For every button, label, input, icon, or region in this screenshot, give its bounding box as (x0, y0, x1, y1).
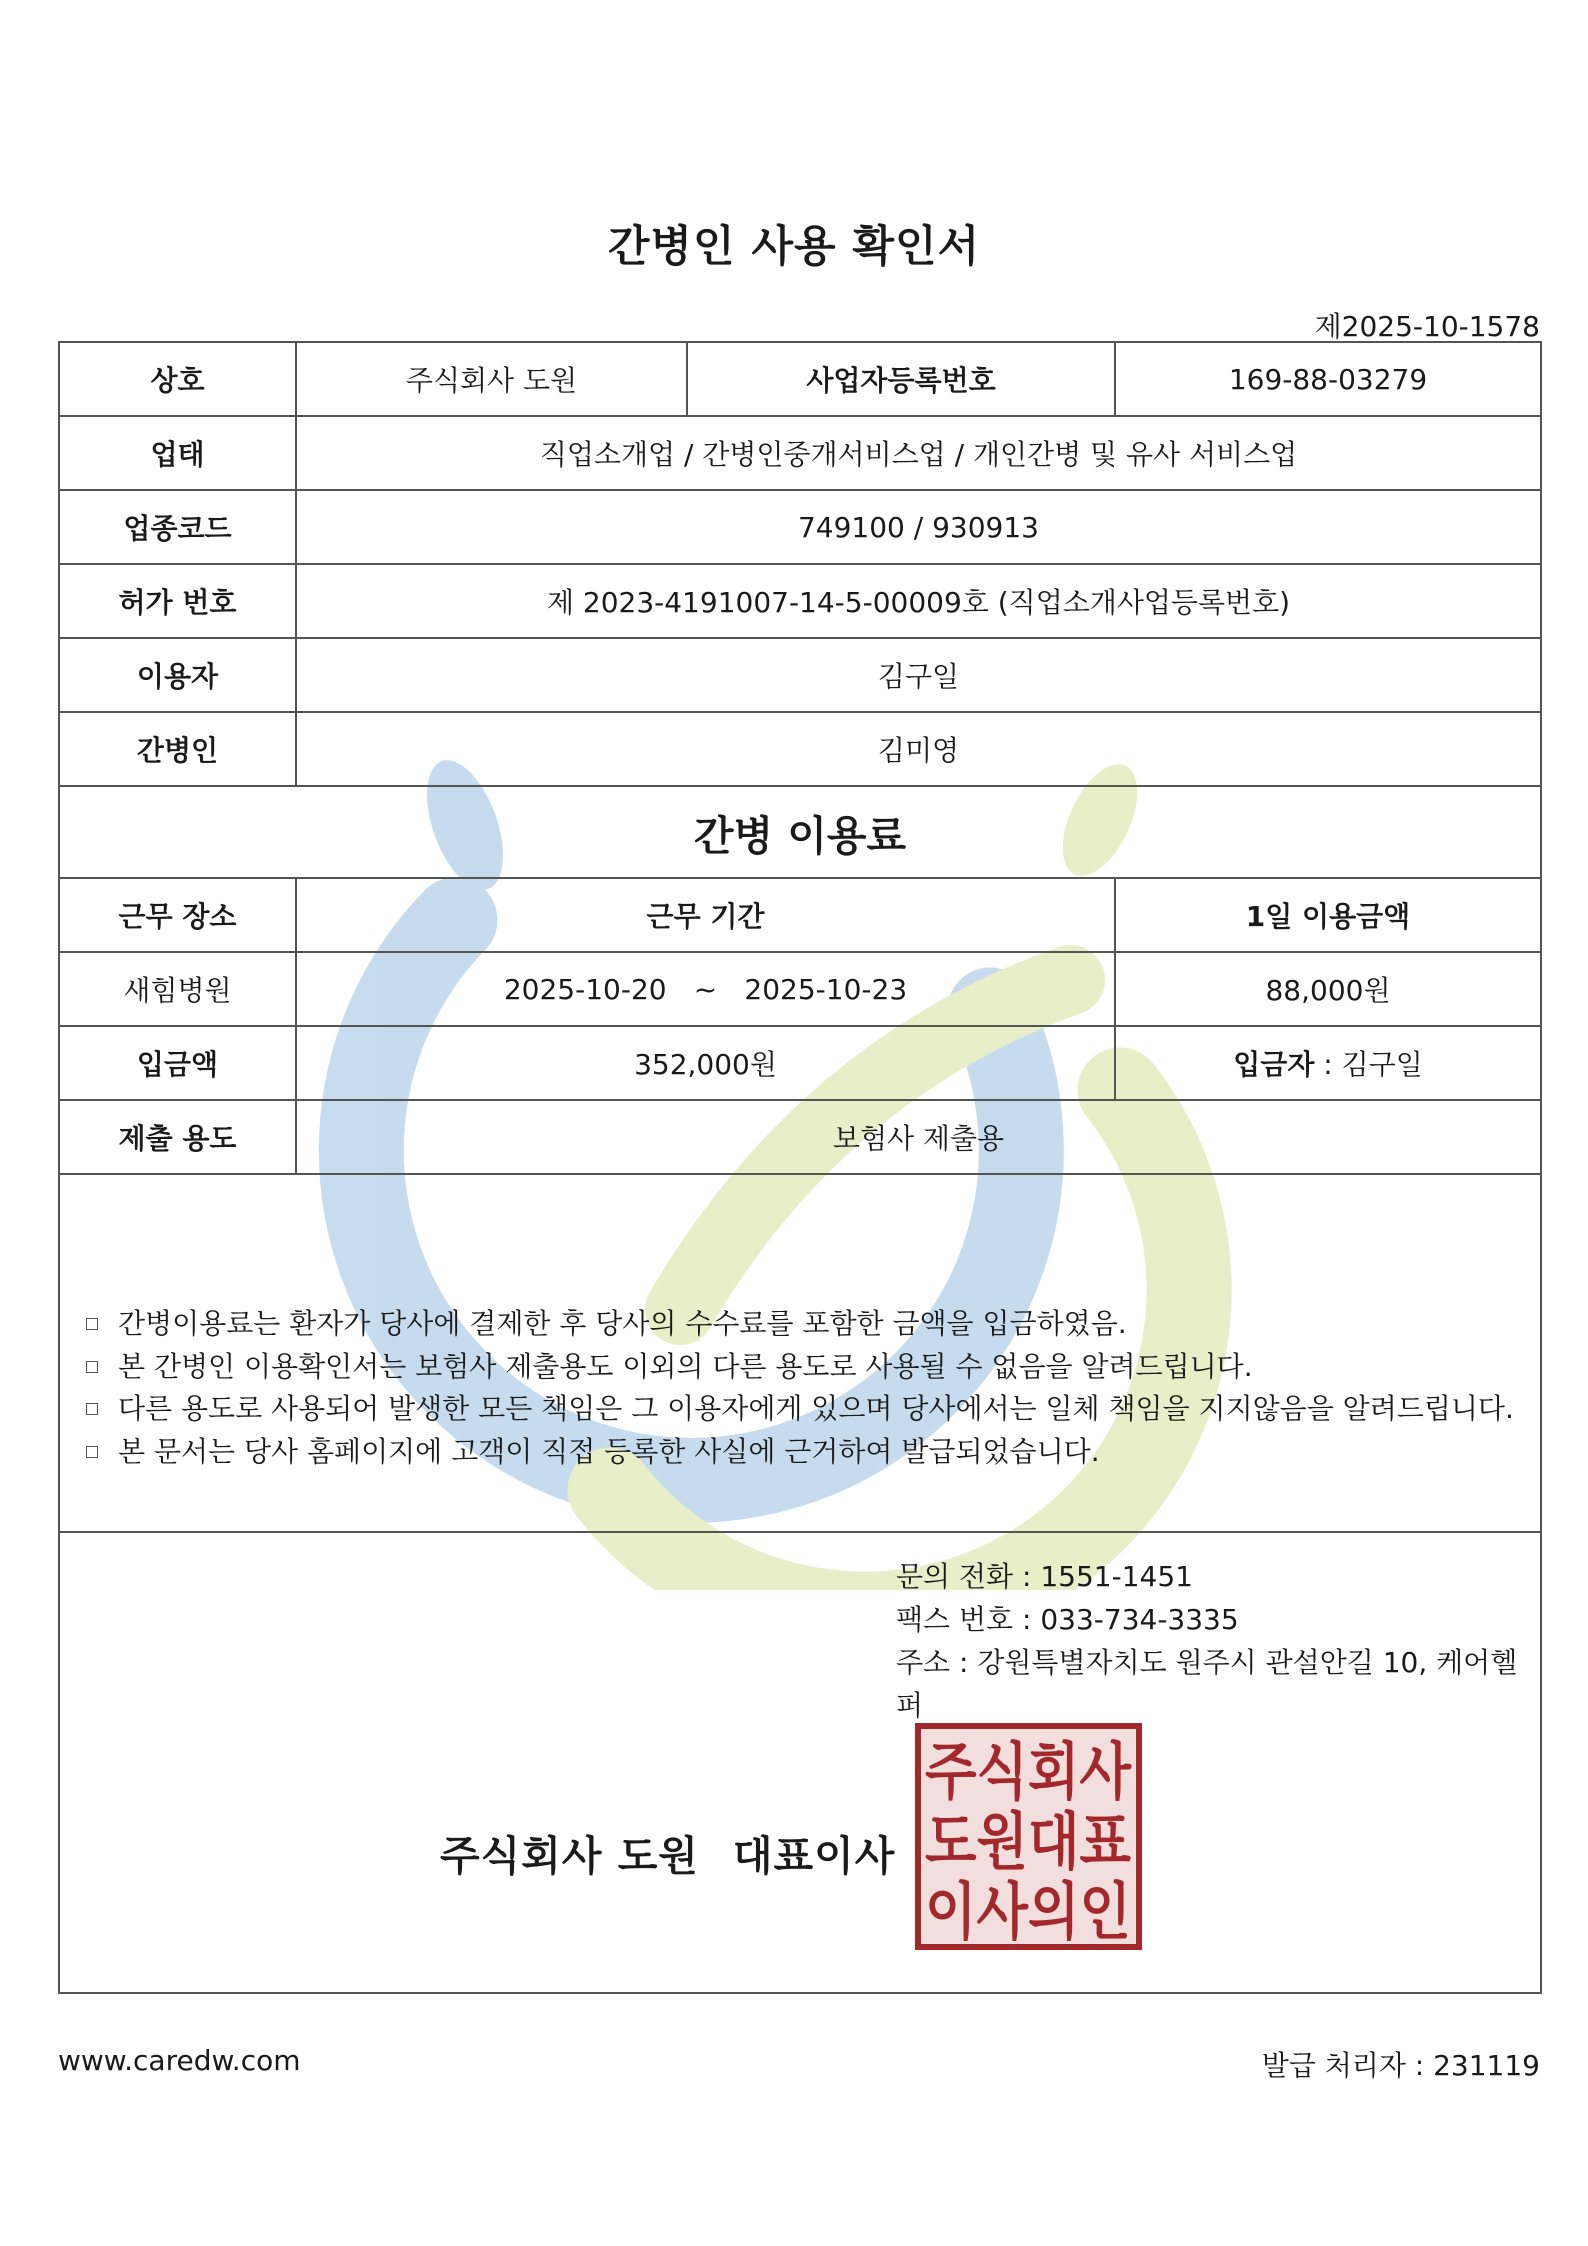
square-bullet-icon (86, 1361, 98, 1373)
row-business-type (59, 416, 1541, 490)
row-industry-code (59, 490, 1541, 564)
document-number: 제2025-10-1578 (1314, 310, 1540, 343)
row-notes (59, 1174, 1541, 1532)
depositor-value: 김구일 (1341, 1048, 1423, 1081)
issuer-id: 발급 처리자 : 231119 (1261, 2049, 1540, 2082)
notes-list (82, 1303, 1540, 1473)
row-fee-headers (59, 878, 1541, 952)
row-user (59, 638, 1541, 712)
row-deposit (59, 1026, 1541, 1100)
svg-text:이사의인: 이사의인 (925, 1875, 1131, 1948)
signature-title: 대표이사 (732, 1832, 896, 1880)
square-bullet-icon (86, 1318, 98, 1330)
work-period-label: 근무 기간 (296, 878, 1115, 952)
note-item (82, 1303, 1540, 1346)
row-company-name (59, 342, 1541, 416)
row-fee-values (59, 952, 1541, 1026)
deposit-value: 352,000원 (296, 1026, 1115, 1100)
note-text: 본 문서는 당사 홈페이지에 고객이 직접 등록한 사실에 근거하여 발급되었습니다. (118, 1434, 1100, 1468)
row-footer (59, 1532, 1541, 1993)
reg-number-value: 169-88-03279 (1115, 342, 1541, 416)
business-type-label: 업태 (59, 416, 296, 490)
depositor-label: 입금자 (1233, 1048, 1315, 1081)
reg-number-label: 사업자등록번호 (687, 342, 1115, 416)
work-place-label: 근무 장소 (59, 878, 296, 952)
signature-company: 주식회사 도원 (440, 1832, 699, 1880)
svg-text:도원대표: 도원대표 (925, 1805, 1132, 1878)
depositor-separator: : (1314, 1048, 1342, 1081)
work-place-value: 새힘병원 (59, 952, 296, 1026)
work-period-value (296, 952, 1115, 1026)
row-purpose (59, 1100, 1541, 1174)
industry-code-label: 업종코드 (59, 490, 296, 564)
square-bullet-icon (86, 1403, 98, 1415)
user-label: 이용자 (59, 638, 296, 712)
note-text: 본 간병인 이용확인서는 보험사 제출용도 이외의 다른 용도로 사용될 수 없음을 알려드립니다. (118, 1349, 1253, 1383)
purpose-value: 보험사 제출용 (296, 1100, 1541, 1174)
contact-phone: 문의 전화 : 1551-1451 (896, 1560, 1193, 1593)
note-item (82, 1388, 1540, 1431)
signature-line (440, 1823, 895, 1882)
daily-fee-value: 88,000원 (1115, 952, 1541, 1026)
contact-fax: 팩스 번호 : 033-734-3335 (896, 1603, 1239, 1636)
contact-info (896, 1555, 1540, 1727)
license-value: 제 2023-4191007-14-5-00009호 (직업소개사업등록번호) (296, 564, 1541, 638)
row-license (59, 564, 1541, 638)
depositor-cell (1115, 1026, 1541, 1100)
website-url: www.caredw.com (58, 2044, 301, 2077)
document-title: 간병인 사용 확인서 (607, 222, 981, 272)
company-seal-stamp (915, 1723, 1142, 1950)
caregiver-label: 간병인 (59, 712, 296, 786)
caregiver-value: 김미영 (296, 712, 1541, 786)
deposit-label: 입금액 (59, 1026, 296, 1100)
purpose-label: 제출 용도 (59, 1100, 296, 1174)
period-end: 2025-10-23 (744, 972, 908, 1006)
period-separator: ~ (693, 972, 718, 1006)
note-text: 간병이용료는 환자가 당사에 결제한 후 당사의 수수료를 포함한 금액을 입금하였음. (118, 1307, 1127, 1340)
fee-section-title: 간병 이용료 (59, 786, 1541, 878)
contact-address: 주소 : 강원특별자치도 원주시 관설안길 10, 케어헬퍼 (896, 1646, 1518, 1722)
row-fee-section (59, 786, 1541, 878)
note-text: 다른 용도로 사용되어 발생한 모든 책임은 그 이용자에게 있으며 당사에서는 일체 책임을 지지않음을 알려드립니다. (118, 1392, 1514, 1425)
confirmation-table (58, 341, 1542, 1994)
note-item (82, 1431, 1540, 1474)
notes-cell (59, 1174, 1541, 1532)
row-caregiver (59, 712, 1541, 786)
note-item (82, 1346, 1540, 1389)
user-value: 김구일 (296, 638, 1541, 712)
industry-code-value: 749100 / 930913 (296, 490, 1541, 564)
footer-cell (59, 1532, 1541, 1993)
period-start: 2025-10-20 (503, 972, 667, 1006)
svg-text:주식회사: 주식회사 (925, 1735, 1132, 1808)
company-name-value: 주식회사 도원 (296, 342, 687, 416)
square-bullet-icon (86, 1446, 98, 1458)
daily-fee-label: 1일 이용금액 (1115, 878, 1541, 952)
company-name-label: 상호 (59, 342, 296, 416)
business-type-value: 직업소개업 / 간병인중개서비스업 / 개인간병 및 유사 서비스업 (296, 416, 1541, 490)
license-label: 허가 번호 (59, 564, 296, 638)
